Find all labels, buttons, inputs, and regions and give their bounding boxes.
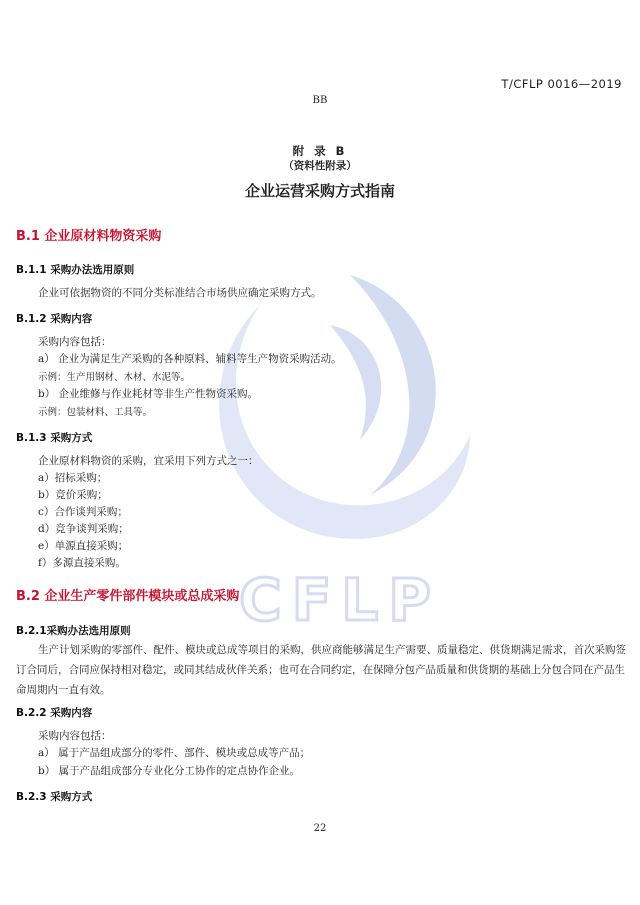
header-code: BB [312,95,328,106]
paragraph-b22-intro: 采购内容包括： [38,730,112,742]
subsection-heading-b12: B.1.2 采购内容 [16,313,93,325]
paragraph-b21 [16,640,628,700]
subsection-heading-b11: B.1.1 采购办法选用原则 [16,264,135,276]
subsection-heading-b23: B.2.3 采购方式 [16,791,93,803]
paragraph-b11: 企业可依据物资的不同分类标准结合市场供应确定采购方式。 [38,287,322,299]
example-note: 示例：包装材料、工具等。 [38,407,153,418]
list-item: b）竞价采购； [38,489,108,501]
list-item: f）多源直接采购。 [38,557,126,569]
section-heading-b1: B.1 企业原材料物资采购 [16,229,162,244]
paragraph-b13-intro: 企业原材料物资的采购，宜采用下列方式之一： [38,455,259,467]
list-item: a） 属于产品组成部分的零件、部件、模块或总成等产品； [38,747,311,759]
list-item: a） 企业为满足生产采购的各种原料、辅料等生产物资采购活动。 [38,353,342,365]
list-item: b） 属于产品组成部分专业化分工协作的定点协作企业。 [38,765,301,777]
subsection-heading-b21: B.2.1采购办法选用原则 [16,625,131,637]
document-title: 企业运营采购方式指南 [244,182,395,200]
standard-number: T/CFLP 0016—2019 [501,77,622,91]
subsection-heading-b13: B.1.3 采购方式 [16,432,93,444]
example-note: 示例：生产用钢材、木材、水泥等。 [38,372,191,383]
list-item: c）合作谈判采购； [38,506,128,518]
paragraph-b21-text: 生产计划采购的零部件、配件、模块或总成等项目的采购，供应商能够满足生产需要、质量稳定、供货期满足需求，首次采购签订合同后，合同应保持相对稳定，或同其结成伙伴关系；也可在合同约定，在保障分包产品质量和供货期的基础上分包合同在产品生命周期内一直有效。 [16,644,626,696]
watermark-text: CFLP [239,566,441,634]
paragraph-b12-intro: 采购内容包括： [38,336,112,348]
appendix-subtitle: （资料性附录） [283,160,357,172]
list-item: e）单源直接采购； [38,540,129,552]
page-number: 22 [313,823,327,834]
list-item: d）竞争谈判采购； [38,523,129,535]
list-item: a）招标采购； [38,472,108,484]
subsection-heading-b22: B.2.2 采购内容 [16,707,93,719]
list-item: b） 企业维修与作业耗材等非生产性物资采购。 [38,388,259,400]
appendix-title: 附 录 B [292,144,348,158]
section-heading-b2: B.2 企业生产零件部件模块或总成采购 [16,589,240,604]
